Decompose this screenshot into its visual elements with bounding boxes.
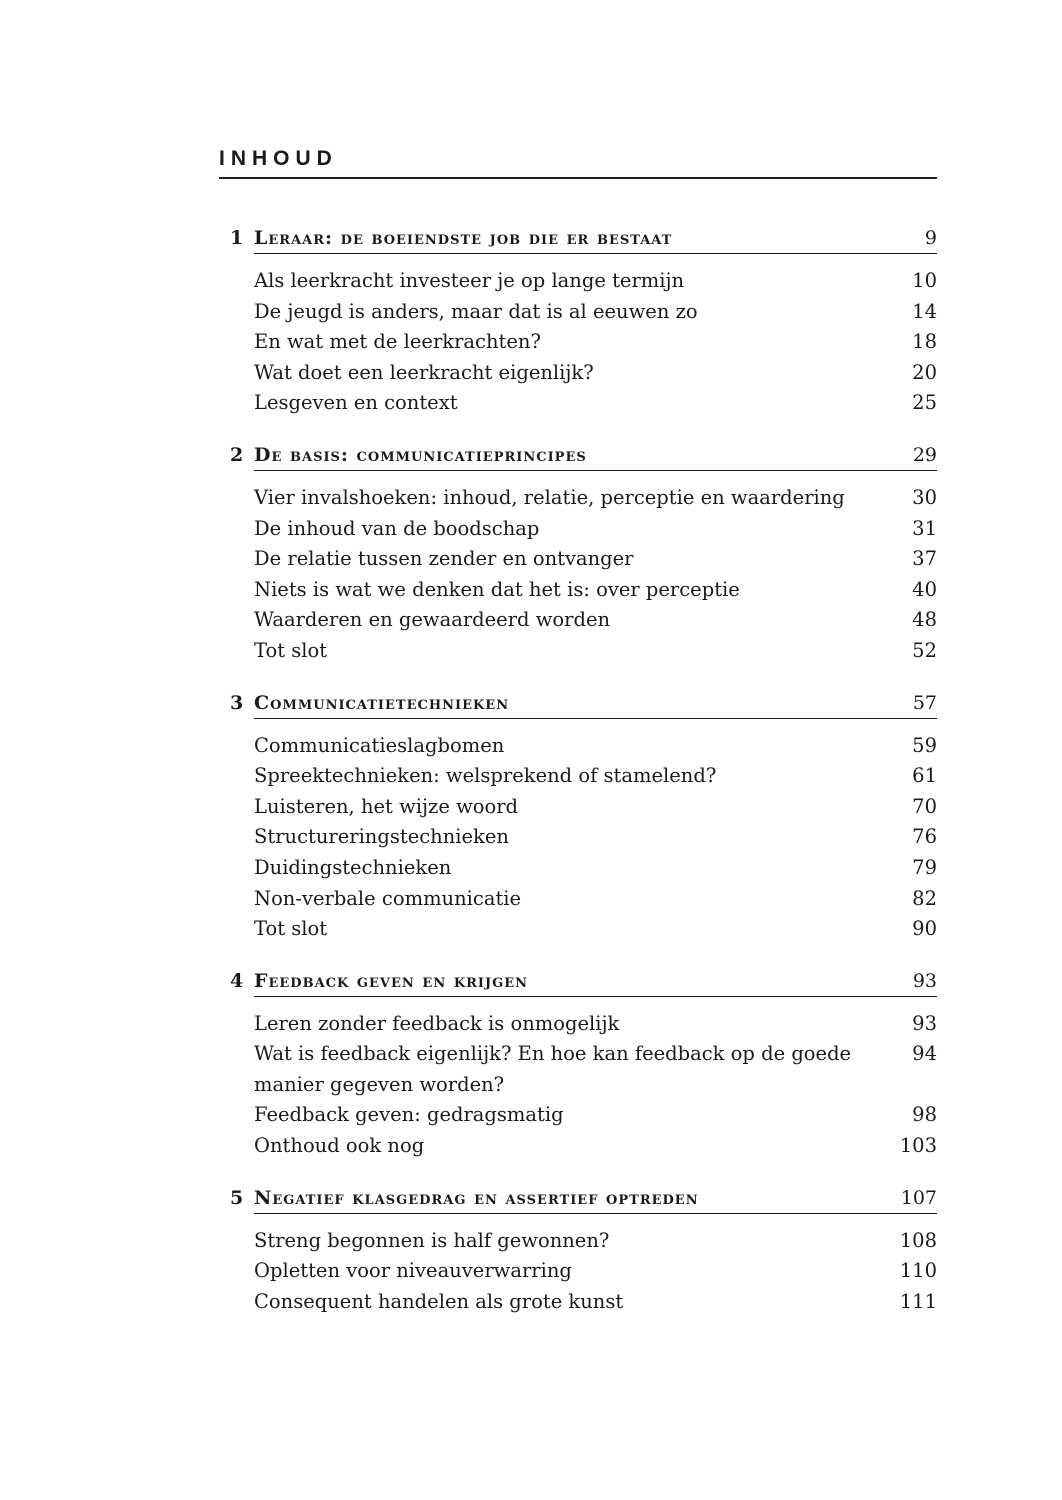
entry-page-number: 10 bbox=[912, 269, 937, 292]
chapter-heading[interactable] bbox=[219, 965, 937, 997]
chapter-page-number: 107 bbox=[900, 1186, 937, 1209]
chapter-title: Leraar: de boeiendste job die er bestaat bbox=[254, 227, 673, 249]
entry-page-number: 79 bbox=[912, 855, 937, 879]
entry-page-number: 14 bbox=[912, 299, 937, 323]
chapter-1 bbox=[219, 222, 937, 419]
toc-entry[interactable] bbox=[254, 1226, 937, 1257]
chapter-title: Communicatietechnieken bbox=[254, 691, 510, 714]
section-list bbox=[254, 731, 937, 945]
toc-entry[interactable] bbox=[254, 483, 937, 514]
entry-title: Tot slot bbox=[254, 638, 328, 662]
entry-title: Streng begonnen is half gewonnen? bbox=[254, 1228, 610, 1252]
toc-entry[interactable] bbox=[254, 636, 937, 667]
chapter-heading[interactable] bbox=[219, 687, 937, 719]
chapter-title-row bbox=[254, 687, 937, 719]
section-list bbox=[254, 1226, 937, 1318]
toc-entry[interactable] bbox=[254, 1287, 937, 1318]
entry-title: Wat is feedback eigenlijk? En hoe kan feedback op de goede manier gegeven worden? bbox=[254, 1042, 852, 1096]
toc-entry[interactable] bbox=[254, 822, 937, 853]
entry-title: Spreektechnieken: welsprekend of stamelend? bbox=[254, 764, 717, 788]
entry-page-number: 37 bbox=[912, 547, 937, 571]
entry-page-number: 103 bbox=[899, 1134, 937, 1158]
chapter-heading[interactable] bbox=[219, 222, 937, 254]
entry-page-number: 30 bbox=[912, 485, 937, 509]
toc-entry[interactable] bbox=[254, 266, 937, 297]
entry-page-number: 94 bbox=[912, 1042, 937, 1066]
toc-entry[interactable] bbox=[254, 1131, 937, 1162]
chapter-3 bbox=[219, 687, 937, 945]
chapter-number: 4 bbox=[230, 969, 244, 992]
section-list bbox=[254, 1009, 937, 1162]
entry-title: Communicatieslagbomen bbox=[254, 733, 505, 757]
entry-page-number: 48 bbox=[912, 608, 937, 632]
table-of-contents bbox=[219, 222, 937, 1337]
toc-entry[interactable] bbox=[254, 792, 937, 823]
chapter-title-row bbox=[254, 222, 937, 254]
entry-page-number: 70 bbox=[912, 794, 937, 818]
chapter-title: Negatief klasgedrag en assertief optreden bbox=[254, 1186, 699, 1209]
entry-page-number: 31 bbox=[912, 516, 937, 540]
entry-title: Lesgeven en context bbox=[254, 391, 458, 415]
entry-title: De inhoud van de boodschap bbox=[254, 516, 540, 540]
chapter-title-row bbox=[254, 1182, 937, 1214]
entry-title: Duidingstechnieken bbox=[254, 855, 452, 879]
chapter-5 bbox=[219, 1182, 937, 1318]
entry-title: De relatie tussen zender en ontvanger bbox=[254, 547, 634, 571]
entry-page-number: 61 bbox=[912, 764, 937, 788]
entry-title: Non-verbale communicatie bbox=[254, 886, 522, 910]
entry-title: Niets is wat we denken dat het is: over perceptie bbox=[254, 577, 740, 601]
page-title: INHOUD bbox=[219, 146, 937, 179]
toc-entry[interactable] bbox=[254, 761, 937, 792]
toc-entry[interactable] bbox=[254, 605, 937, 636]
entry-title: Feedback geven: gedragsmatig bbox=[254, 1103, 564, 1127]
toc-entry[interactable] bbox=[254, 575, 937, 606]
chapter-number: 1 bbox=[230, 227, 244, 249]
entry-title: Als leerkracht investeer je op lange termijn bbox=[254, 269, 685, 292]
entry-title: Tot slot bbox=[254, 917, 328, 941]
chapter-page-number: 57 bbox=[912, 691, 937, 714]
chapter-heading[interactable] bbox=[219, 1182, 937, 1214]
entry-title: Consequent handelen als grote kunst bbox=[254, 1289, 624, 1313]
entry-title: Vier invalshoeken: inhoud, relatie, perceptie en waardering bbox=[254, 485, 845, 509]
toc-entry[interactable] bbox=[254, 1100, 937, 1131]
entry-page-number: 98 bbox=[912, 1103, 937, 1127]
entry-page-number: 90 bbox=[912, 917, 937, 941]
entry-page-number: 20 bbox=[912, 360, 937, 384]
chapter-title: De basis: communicatieprincipes bbox=[254, 443, 587, 466]
entry-title: Onthoud ook nog bbox=[254, 1134, 425, 1158]
entry-page-number: 59 bbox=[912, 733, 937, 757]
toc-entry[interactable] bbox=[254, 358, 937, 389]
chapter-page-number: 29 bbox=[912, 443, 937, 466]
toc-entry[interactable] bbox=[254, 327, 937, 358]
toc-entry[interactable] bbox=[254, 1256, 937, 1287]
entry-page-number: 108 bbox=[899, 1228, 937, 1252]
entry-title: Structureringstechnieken bbox=[254, 825, 509, 849]
entry-title: De jeugd is anders, maar dat is al eeuwen zo bbox=[254, 299, 698, 323]
entry-page-number: 18 bbox=[912, 330, 937, 354]
chapter-number: 2 bbox=[230, 443, 244, 466]
chapter-title-row bbox=[254, 965, 937, 997]
entry-page-number: 93 bbox=[912, 1011, 937, 1035]
chapter-title: Feedback geven en krijgen bbox=[254, 969, 529, 992]
entry-title: Opletten voor niveauverwarring bbox=[254, 1259, 572, 1283]
entry-title: Leren zonder feedback is onmogelijk bbox=[254, 1011, 620, 1035]
toc-entry[interactable] bbox=[254, 388, 937, 419]
entry-page-number: 25 bbox=[912, 391, 937, 415]
entry-page-number: 111 bbox=[899, 1289, 937, 1313]
chapter-title-row bbox=[254, 439, 937, 471]
chapter-number: 5 bbox=[230, 1186, 244, 1209]
entry-title: En wat met de leerkrachten? bbox=[254, 330, 541, 354]
toc-entry[interactable] bbox=[254, 544, 937, 575]
toc-entry[interactable] bbox=[254, 1009, 937, 1040]
toc-entry[interactable] bbox=[254, 853, 937, 884]
entry-title: Waarderen en gewaardeerd worden bbox=[254, 608, 611, 632]
toc-entry[interactable] bbox=[254, 297, 937, 328]
toc-entry[interactable] bbox=[254, 731, 937, 762]
chapter-page-number: 9 bbox=[924, 227, 937, 249]
entry-page-number: 76 bbox=[912, 825, 937, 849]
toc-entry[interactable] bbox=[254, 514, 937, 545]
entry-page-number: 82 bbox=[912, 886, 937, 910]
entry-page-number: 52 bbox=[912, 638, 937, 662]
toc-entry[interactable] bbox=[254, 884, 937, 915]
entry-title: Wat doet een leerkracht eigenlijk? bbox=[254, 360, 594, 384]
chapter-4 bbox=[219, 965, 937, 1162]
chapter-2 bbox=[219, 439, 937, 667]
chapter-page-number: 93 bbox=[912, 969, 937, 992]
toc-entry[interactable] bbox=[254, 914, 937, 945]
toc-entry[interactable] bbox=[254, 1039, 937, 1100]
chapter-heading[interactable] bbox=[219, 439, 937, 471]
entry-page-number: 40 bbox=[912, 577, 937, 601]
section-list bbox=[254, 266, 937, 419]
section-list bbox=[254, 483, 937, 667]
chapter-number: 3 bbox=[230, 691, 244, 714]
entry-page-number: 110 bbox=[899, 1259, 937, 1283]
entry-title: Luisteren, het wijze woord bbox=[254, 794, 519, 818]
